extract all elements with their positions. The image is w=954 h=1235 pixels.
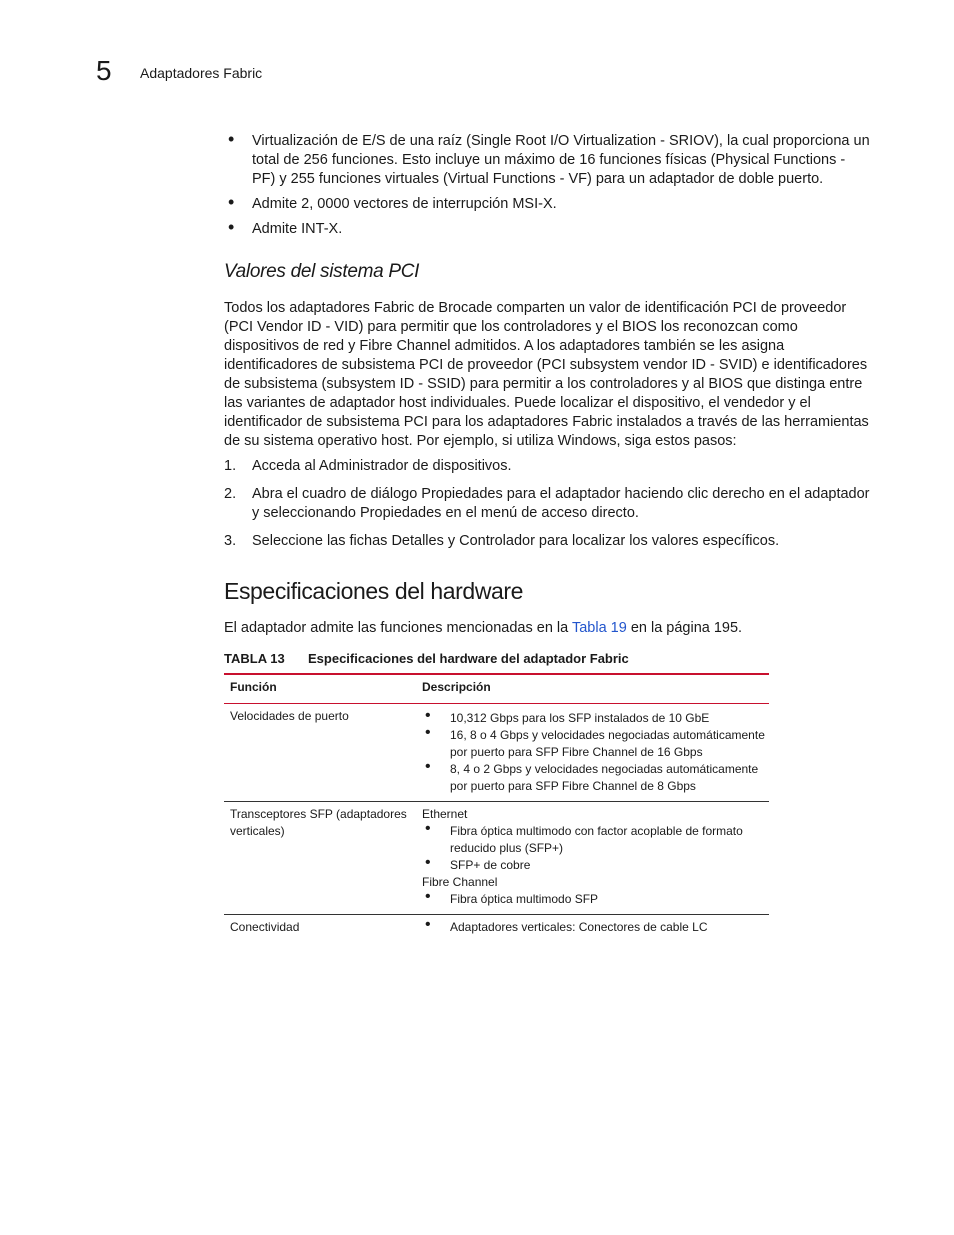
bullet-icon: • [425, 758, 431, 775]
list-item: • Admite INT-X. [228, 217, 343, 237]
table-caption [224, 651, 629, 666]
ui-term: Controlador [459, 533, 535, 549]
chapter-title: Adaptadores Fabric [140, 65, 263, 81]
bullet-icon: • [228, 192, 235, 212]
list-item: • 10,312 Gbps para los SFP instalados de 10 GbE [425, 707, 710, 725]
row-description [422, 704, 769, 801]
bullet-icon: • [425, 854, 431, 871]
bullet-icon: • [425, 707, 431, 724]
row-function: Velocidades de puerto [230, 709, 349, 723]
bullet-icon: • [228, 217, 235, 237]
list-item: • Adaptadores verticales: Conectores de cable LC [425, 916, 708, 934]
row-description [422, 915, 769, 942]
bullet-icon: • [425, 724, 431, 741]
list-item: • Fibra óptica multimodo con factor acoplable de formato reducido plus (SFP+) [425, 820, 743, 855]
ui-term: Propiedades [360, 505, 442, 521]
ui-term: Detalles [391, 533, 444, 549]
column-header-function: Función [230, 680, 277, 694]
list-item: • 8, 4 o 2 Gbps y velocidades negociadas automáticamente por puerto para SFP Fibre Channel de 8 Gbps [425, 758, 759, 793]
ui-term: Propiedades [421, 486, 503, 502]
table-19-link[interactable]: Tabla 19 [571, 620, 627, 636]
table-label: TABLA 13 [224, 651, 285, 666]
table-title: Especificaciones del hardware del adaptador Fabric [308, 651, 629, 666]
row-description [422, 802, 769, 914]
pci-paragraph: Todos los adaptadores Fabric de Brocade comparten un valor de identificación PCI de proveedor (PCI Vendor ID - VID) para permitir que los controladores y el BIOS los reconozcan como dispositivos de red y Fibre Channel admitidos. A los adaptadores también se les asigna identificadores de subsistema PCI de proveedor (PCI subsystem vendor ID - SVID) e identificadores de subsistema (subsystem ID - SSID) para permitir a los controladores y al BIOS que distinga entre las variantes de adaptador host individuales. Puede localizar el dispositivo, el vendedor y el identificador de subsistema PCI para los adaptadores Fabric instalados a través de las herramientas de su sistema operativo host. Por ejemplo, si utiliza Windows, siga estos pasos: [224, 300, 869, 449]
bullet-icon: • [425, 820, 431, 837]
steps-list [224, 457, 870, 560]
section-heading-hardware: Especificaciones del hardware [224, 578, 524, 604]
step-item: 1. Acceda al Administrador de dispositivos. [224, 458, 512, 474]
bullet-icon: • [425, 916, 431, 933]
group-label: Ethernet [422, 807, 468, 821]
list-item: • 16, 8 o 4 Gbps y velocidades negociadas automáticamente por puerto para SFP Fibre Channel de 16 Gbps [425, 724, 765, 759]
row-function: Transceptores SFP (adaptadores verticales) [230, 807, 407, 838]
bullet-icon: • [425, 888, 431, 905]
list-item: • SFP+ de cobre [425, 854, 531, 872]
section-heading-pci: Valores del sistema PCI [224, 261, 420, 282]
bullet-icon: • [228, 129, 235, 149]
hardware-intro: El adaptador admite las funciones mencionadas en la Tabla 19 en la página 195. [224, 620, 743, 636]
table-row [224, 802, 769, 915]
step-item: 2. Abra el cuadro de diálogo Propiedades para el adaptador haciendo clic derecho en el adaptador y seleccionando Propiedades en el menú de acceso directo. [224, 486, 870, 521]
table-row [224, 915, 769, 942]
list-item: • Virtualización de E/S de una raíz (Single Root I/O Virtualization - SRIOV), la cual proporciona un total de 256 funciones. Esto incluye un máximo de 16 funciones físicas (Physical Functions - PF) y 255 funciones virtuales (Virtual Functions - VF) para un adaptador de doble puerto. [228, 129, 870, 187]
row-function: Conectividad [230, 920, 300, 934]
list-item: • Fibra óptica multimodo SFP [425, 888, 599, 906]
hardware-spec-table [224, 673, 769, 942]
column-header-description: Descripción [422, 680, 491, 694]
group-label: Fibre Channel [422, 875, 498, 889]
chapter-number: 5 [96, 55, 112, 86]
step-item: 3. Seleccione las fichas Detalles y Controlador para localizar los valores específicos. [224, 533, 780, 549]
list-item: • Admite 2, 0000 vectores de interrupción MSI-X. [228, 192, 557, 212]
table-header [224, 673, 769, 704]
table-row [224, 704, 769, 802]
feature-bullet-list [224, 129, 870, 245]
